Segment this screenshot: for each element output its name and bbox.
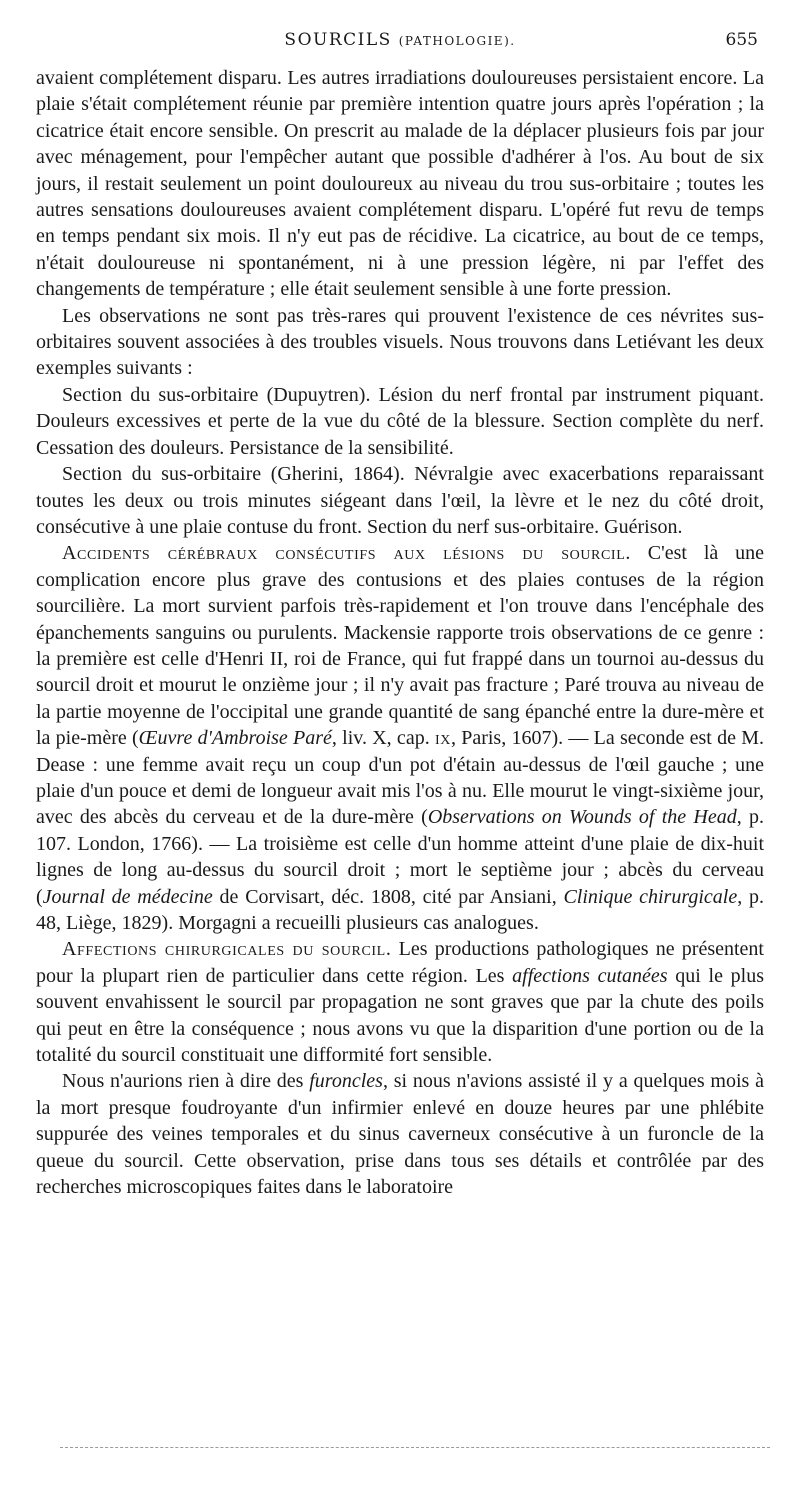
footer-dotted-rule bbox=[60, 1447, 770, 1448]
running-head-sub: (PATHOLOGIE). bbox=[398, 34, 516, 48]
paragraph-5-text-c: , Paris, 1607). — La seconde est de M. Dease : une femme avait reçu un coup d'un pot d'étain au-dessus de l'œil gauche ; une plaie d'un pouce et demi de longueur avait mis l'os à nu. Elle mourut le vingt-sixième jour, avec des abcès du cerveau et de la dure-mère ( bbox=[36, 727, 764, 829]
emphasis-furoncles: furoncles bbox=[309, 1070, 383, 1093]
page-number: 655 bbox=[725, 30, 758, 50]
paragraph-7 bbox=[36, 1068, 764, 1200]
paragraph-5 bbox=[36, 540, 764, 936]
paragraph-5-text-b: , liv. X, cap. bbox=[331, 727, 435, 750]
running-head bbox=[36, 30, 764, 50]
paragraph-5-text-e: de Corvisart, déc. 1808, cité par Ansiani, bbox=[212, 885, 564, 908]
paragraph-6 bbox=[36, 936, 764, 1068]
body-text bbox=[36, 65, 764, 1200]
paragraph-6-text-a: Les productions pathologiques ne présentent pour la plupart rien de particulier dans cette région. Les bbox=[36, 938, 764, 987]
paragraph-5-text-f: , p. 48, Liège, 1829). Morgagni a recueilli plusieurs cas analogues. bbox=[36, 885, 764, 934]
section-heading-surgical: Affections chirurgicales du sourcil. bbox=[62, 938, 392, 961]
ref-clinique-title: Clinique chirurgicale bbox=[563, 885, 738, 908]
paragraph-1-text: avaient complétement disparu. Les autres irradiations douloureuses persistaient encore. La plaie s'était complétement réunie par première intention quatre jours après l'opération ; la cicatrice était encore sensible. On prescrit au malade de la déplacer plusieurs fois par jour avec ménagement, pour l'empêcher autant que possible d'adhérer à l'os. Au bout de six jours, il restait seulement un point douloureux au niveau du trou sus-orbitaire ; toutes les autres sensations douloureuses avaient complétement disparu. L'opéré fut revu de temps en temps pendant six mois. Il n'y eut pas de récidive. La cicatrice, au bout de ce temps, n'était douloureuse ni spontanément, ni à une pression légère, ni par l'effet des changements de température ; elle était seulement sensible à une forte pression. bbox=[36, 67, 764, 301]
paragraph-6-text-b: qui le plus souvent envahissent le sourcil par propagation ne sont graves que par la chute des poils qui peut en être la conséquence ; nous avons vu que la disparition d'une portion ou de la totalité du sourcil constituait une difformité fort sensible. bbox=[36, 964, 764, 1067]
emphasis-affections-cutanees: affections cutanées bbox=[512, 964, 668, 987]
paragraph-4 bbox=[36, 461, 764, 540]
paragraph-7-text-b: , si nous n'avions assisté il y a quelques mois à la mort presque foudroyante d'un infirmier enlevé en douze heures par une phlébite suppurée des veines temporales et du sinus caverneux consécutive à un furoncle de la queue du sourcil. Cette observation, prise dans tous ses détails et contrôlée par des recherches microscopiques faites dans le laboratoire bbox=[36, 1070, 764, 1199]
paragraph-2 bbox=[36, 303, 764, 382]
ref-pare-chapter: ix bbox=[434, 727, 451, 750]
paragraph-1 bbox=[36, 65, 764, 303]
paragraph-7-text-a: Nous n'aurions rien à dire des bbox=[62, 1070, 310, 1093]
paragraph-3 bbox=[36, 382, 764, 461]
ref-pare-title: Œuvre d'Ambroise Paré bbox=[138, 727, 332, 750]
paragraph-5-text-a: C'est là une complication encore plus grave des contusions et des plaies contuses de la région sourcilière. La mort survient parfois très-rapidement et l'on trouve dans l'encéphale des épanchements sanguins ou purulents. Mackensie rapporte trois observations de ce genre : la première est celle d'Henri II, roi de France, qui fut frappé dans un tournoi au-dessus du sourcil droit et mourut le onzième jour ; il n'y avait pas fracture ; Paré trouva au niveau de la partie moyenne de l'occipital une grande quantité de sang épanché entre la dure-mère et la pie-mère ( bbox=[36, 542, 764, 750]
ref-journal-title: Journal de médecine bbox=[42, 885, 213, 908]
paragraph-5-text-d: , p. 107. London, 1766). — La troisième est celle d'un homme atteint d'une plaie de dix-huit lignes de long au-dessus du sourcil droit ; mort le septième jour ; abcès du cerveau ( bbox=[36, 806, 764, 908]
paragraph-3-text: Section du sus-orbitaire (Dupuytren). Lésion du nerf frontal par instrument piquant. Douleurs excessives et perte de la vue du côté de la blessure. Section complète du nerf. Cessation des douleurs. Persistance de la sensibilité. bbox=[36, 383, 764, 459]
running-head-main: SOURCILS bbox=[284, 30, 392, 50]
paragraph-2-text: Les observations ne sont pas très-rares qui prouvent l'existence de ces névrites sus-orbitaires souvent associées à des troubles visuels. Nous trouvons dans Letiévant les deux exemples suivants : bbox=[36, 304, 764, 380]
paragraph-4-text: Section du sus-orbitaire (Gherini, 1864). Névralgie avec exacerbations reparaissant toutes les deux ou trois minutes siégeant dans l'œil, la lèvre et le nez du côté droit, consécutive à une plaie contuse du front. Section du nerf sus-orbitaire. Guérison. bbox=[36, 463, 764, 538]
page-header bbox=[36, 30, 764, 60]
ref-dease-title: Observations on Wounds of the Head bbox=[427, 806, 737, 829]
section-heading-cerebral: Accidents cérébraux consécutifs aux lésions du sourcil. bbox=[62, 542, 631, 565]
